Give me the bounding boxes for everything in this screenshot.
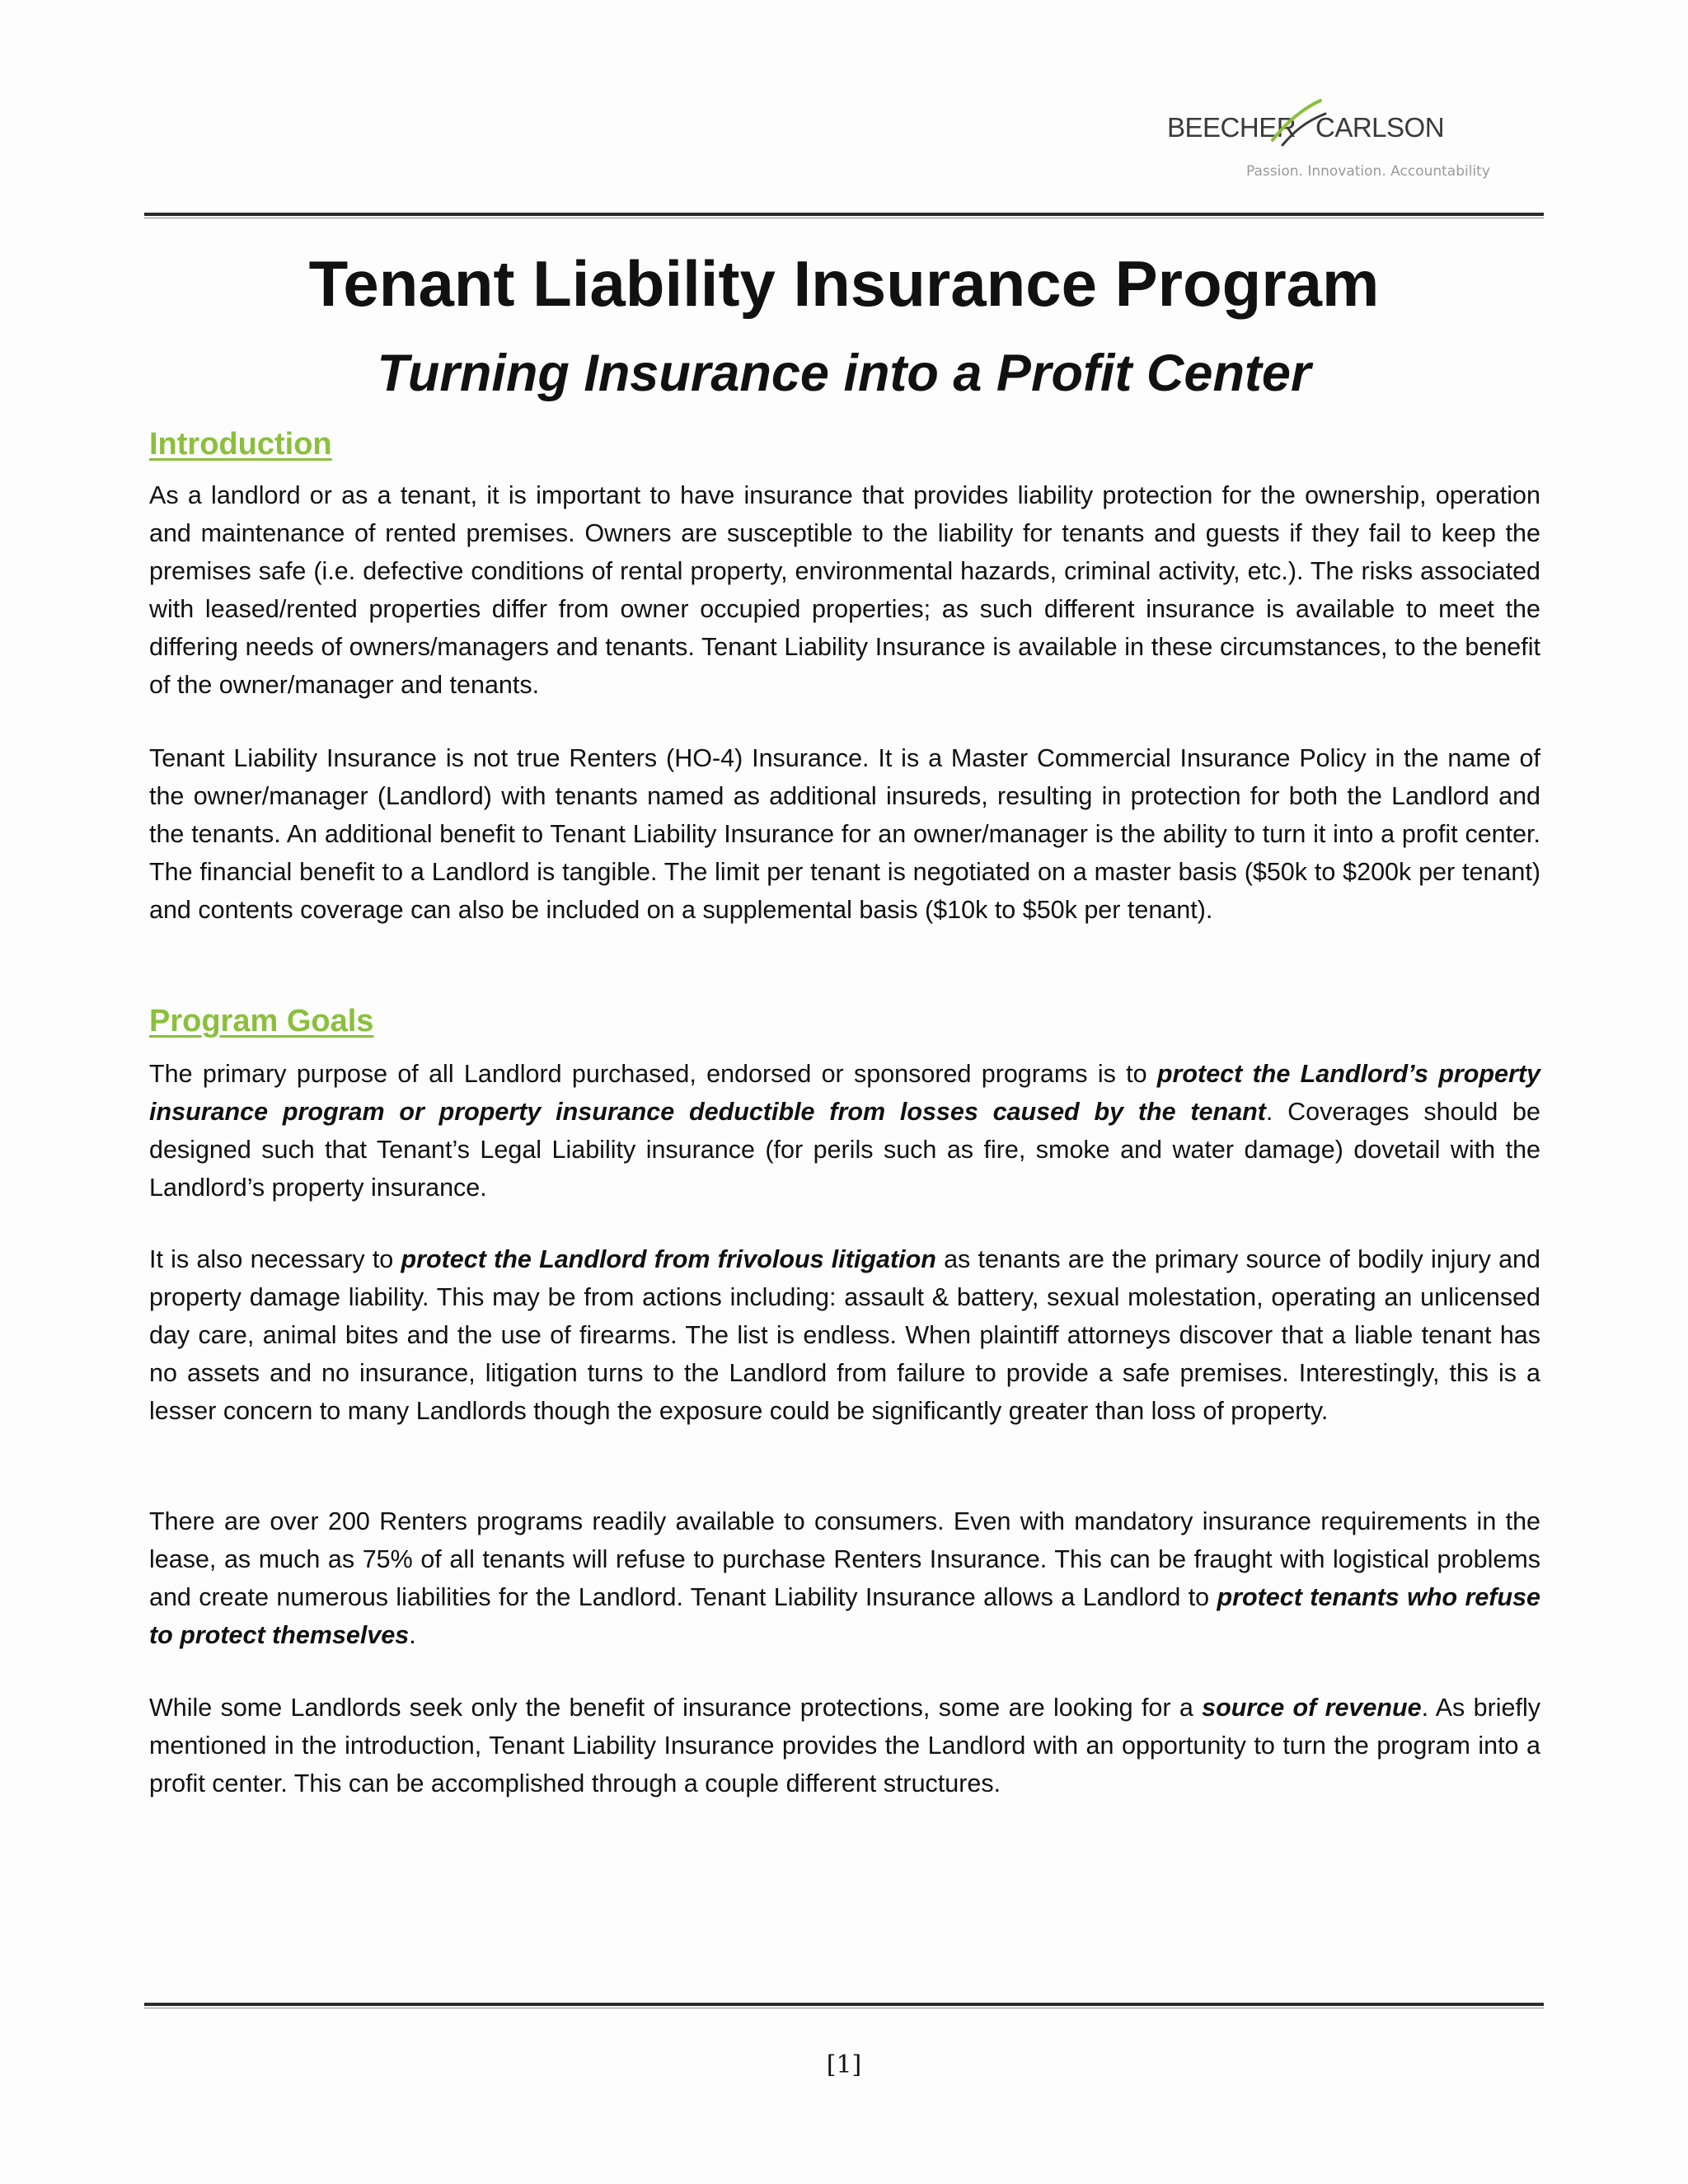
- goals-p3-emphasis: protect tenants who refuse to protect themselves: [149, 1583, 1540, 1649]
- page-title: Tenant Liability Insurance Program: [308, 247, 1380, 320]
- goals-p1-text-a: The primary purpose of all Landlord purchased, endorsed or sponsored programs is to: [149, 1060, 1157, 1088]
- page-subtitle: Turning Insurance into a Profit Center: [377, 344, 1311, 402]
- goals-p2-text-c: as tenants are the primary source of bodily injury and property damage liability. This may be from actions including: assault & battery, sexual molestation, operating an unlicensed day care, animal bites and the use of firearms. The list is endless. When plaintiff attorneys discover that a liable tenant has no assets and no insurance, litigation turns to the Landlord from failure to provide a safe premises. Interestingly, this is a lesser concern to many Landlords though the exposure could be significantly greater than loss of property.: [149, 1245, 1540, 1425]
- goals-p3-text-c: .: [409, 1621, 416, 1649]
- header-rule: [144, 213, 1544, 218]
- goals-p3-text-a: There are over 200 Renters programs readily available to consumers. Even with mandatory insurance requirements in the lease, as much as 75% of all tenants will refuse to purchase Renters Insurance. This can be fraught with logistical problems and create numerous liabilities for the Landlord. Tenant Liability Insurance allows a Landlord to: [149, 1507, 1540, 1611]
- goals-p4-text-a: While some Landlords seek only the benefit of insurance protections, some are looking for a: [149, 1694, 1203, 1722]
- logo-word-right: CARLSON: [1315, 112, 1445, 143]
- logo-tagline: Passion. Innovation. Accountability: [1246, 163, 1490, 180]
- goals-p1-emphasis: protect the Landlord’s property insurance program or property insurance deductible from losses caused by the tenant: [149, 1060, 1540, 1126]
- goals-paragraph-4: [149, 1689, 1540, 1802]
- introduction-paragraph-2: Tenant Liability Insurance is not true Renters (HO-4) Insurance. It is a Master Commercial Insurance Policy in the name of the owner/manager (Landlord) with tenants named as additional insureds, resulting in protection for both the Landlord and the tenants. An additional benefit to Tenant Liability Insurance for an owner/manager is the ability to turn it into a profit center. The financial benefit to a Landlord is tangible. The limit per tenant is negotiated on a master basis ($50k to $200k per tenant) and contents coverage can also be included on a supplemental basis ($10k to $50k per tenant).: [149, 744, 1540, 924]
- goals-p2-emphasis: protect the Landlord from frivolous litigation: [401, 1245, 936, 1273]
- goals-p1-text-c: . Coverages should be designed such that Tenant’s Legal Liability insurance (for perils such as fire, smoke and water damage) dovetail with the Landlord’s property insurance.: [149, 1098, 1540, 1202]
- company-logo: [1154, 89, 1550, 196]
- goals-p4-text-c: . As briefly mentioned in the introduction, Tenant Liability Insurance provides the Landlord with an opportunity to turn the program into a profit center. This can be accomplished through a couple different structures.: [149, 1694, 1540, 1797]
- goals-p2-text-a: It is also necessary to: [149, 1245, 401, 1273]
- goals-paragraph-3: [149, 1502, 1540, 1654]
- introduction-heading: Introduction: [149, 427, 332, 462]
- goals-paragraph-1: [149, 1055, 1540, 1207]
- footer-rule: [144, 2003, 1544, 2008]
- goals-paragraph-2: [149, 1240, 1540, 1430]
- logo-word-left: BEECHER: [1167, 112, 1296, 143]
- program-goals-heading: Program Goals: [149, 1004, 374, 1038]
- page-number: [1]: [826, 2050, 862, 2079]
- introduction-paragraph-1: As a landlord or as a tenant, it is important to have insurance that provides liability protection for the ownership, operation and maintenance of rented premises. Owners are susceptible to the liability for tenants and guests if they fail to keep the premises safe (i.e. defective conditions of rental property, environmental hazards, criminal activity, etc.). The risks associated with leased/rented properties differ from owner occupied properties; as such different insurance is available to meet the differing needs of owners/managers and tenants. Tenant Liability Insurance is available in these circumstances, to the benefit of the owner/manager and tenants.: [149, 481, 1540, 699]
- goals-p4-emphasis: source of revenue: [1202, 1694, 1422, 1722]
